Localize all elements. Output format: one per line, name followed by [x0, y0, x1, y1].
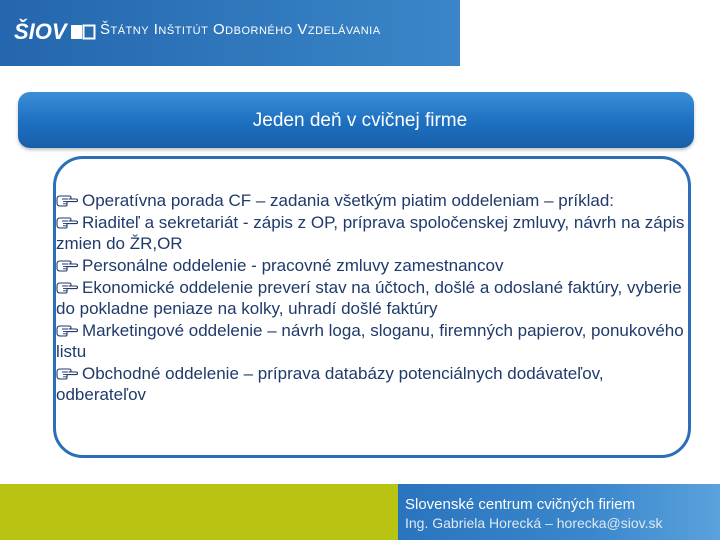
list-item	[56, 277, 688, 319]
footer-organization: Slovenské centrum cvičných firiem	[405, 496, 636, 513]
organization-name: Štátny Inštitút Odborného Vzdelávania	[100, 21, 381, 38]
logo-squares-icon	[70, 23, 96, 41]
pointing-hand-icon	[56, 280, 78, 294]
pointing-hand-icon	[56, 193, 78, 207]
bullet-list	[56, 190, 688, 406]
bullet-text: Obchodné oddelenie – príprava databázy potenciálnych dodávateľov, odberateľov	[56, 364, 604, 404]
bullet-text: Personálne oddelenie - pracovné zmluvy zamestnancov	[82, 256, 504, 275]
footer-author-email: Ing. Gabriela Horecká – horecka@siov.sk	[405, 515, 663, 531]
bullet-text: Riaditeľ a sekretariát - zápis z OP, príprava spoločenskej zmluvy, návrh na zápis zmien do ŽR,OR	[56, 213, 685, 253]
header	[0, 0, 720, 66]
list-item	[56, 212, 688, 254]
header-divider	[0, 66, 720, 69]
list-item	[56, 320, 688, 362]
slide-title: Jeden deň v cvičnej firme	[252, 110, 468, 131]
pointing-hand-icon	[56, 258, 78, 272]
list-item	[56, 255, 688, 276]
list-item	[56, 190, 688, 211]
pointing-hand-icon	[56, 366, 78, 380]
pointing-hand-icon	[56, 215, 78, 229]
logo-text: ŠIOV	[14, 19, 67, 44]
bullet-text: Ekonomické oddelenie preverí stav na účtoch, došlé a odoslané faktúry, vyberie do pokladne peniaze na kolky, uhradí došlé faktúry	[56, 278, 682, 318]
pointing-hand-icon	[56, 323, 78, 337]
bullet-text: Marketingové oddelenie – návrh loga, sloganu, firemných papierov, ponukového listu	[56, 321, 684, 361]
siov-logo	[14, 18, 96, 46]
list-item	[56, 363, 688, 405]
bullet-text: Operatívna porada CF – zadania všetkým piatim oddeleniam – príklad:	[82, 191, 614, 210]
